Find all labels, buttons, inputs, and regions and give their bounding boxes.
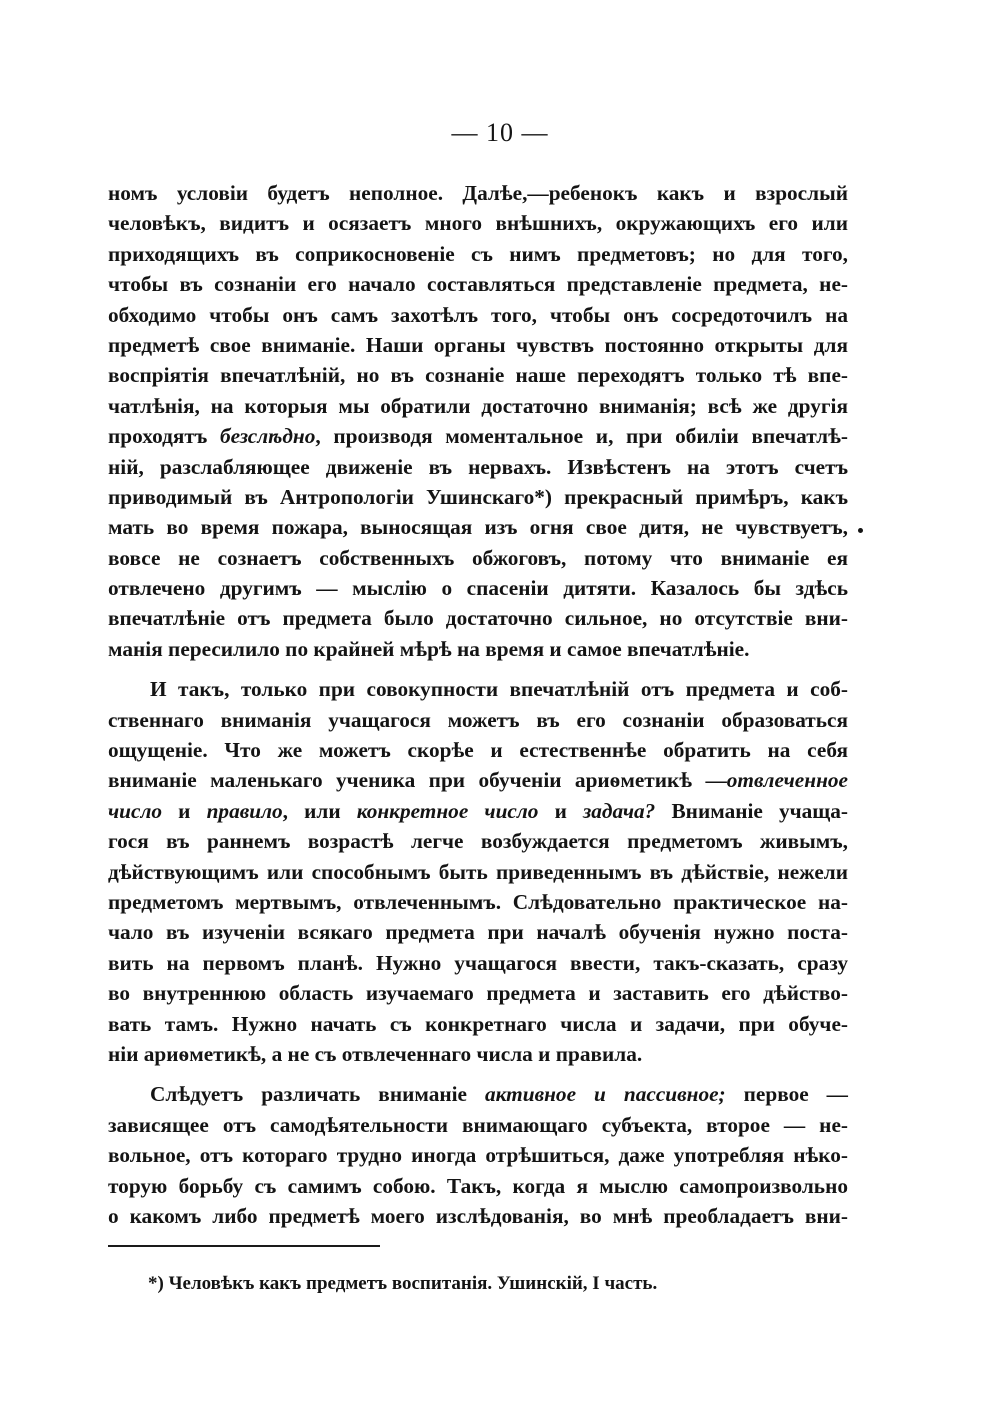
- text-line: обходимо чтобы онъ самъ захотѣлъ того, чтобы онъ сосредоточилъ на: [108, 302, 848, 327]
- text-line: ственнаго вниманія учащагося можетъ въ его сознаніи образоваться: [108, 707, 848, 732]
- text-line: вать тамъ. Нужно начать съ конкретнаго числа и задачи, при обуче-: [108, 1011, 848, 1036]
- margin-mark: [858, 528, 863, 533]
- text-line: предметомъ мертвымъ, отвлеченнымъ. Слѣдовательно практическое на-: [108, 889, 848, 914]
- italic-term: конкретное число: [356, 798, 539, 823]
- text-line: И такъ, только при совокупности впечатлѣній отъ предмета и соб-: [150, 677, 848, 702]
- paragraph-gap: [108, 1069, 848, 1079]
- text-line: приводимый въ Антропологіи Ушинскаго*) прекрасный примѣръ, какъ: [108, 484, 848, 509]
- text-line: [108, 765, 848, 795]
- text-line: дѣйствующимъ или способнымъ быть приведеннымъ въ дѣйствіе, нежели: [108, 859, 848, 884]
- italic-term: безслѣдно: [219, 424, 316, 449]
- italic-term: правило: [206, 798, 283, 823]
- text-line: [108, 1079, 848, 1109]
- text-segment: и: [162, 798, 207, 823]
- text-line: воспріятія впечатлѣній, но въ сознаніе наше переходятъ только тѣ впе-: [108, 363, 848, 388]
- text-line: о какомъ либо предметѣ моего изслѣдованія, во мнѣ преобладаетъ вни-: [108, 1203, 848, 1228]
- text-segment: Слѣдуетъ различать вниманіе: [150, 1082, 486, 1107]
- text-line: вовсе не сознаетъ собственныхъ обжоговъ, потому что вниманіе ея: [108, 545, 848, 570]
- text-line: вить на первомъ планѣ. Нужно учащагося ввести, такъ-сказать, сразу: [108, 950, 848, 975]
- footnote-divider: [108, 1245, 380, 1247]
- text-line: человѣкъ, видитъ и осязаетъ много внѣшнихъ, окружающихъ его или: [108, 211, 848, 236]
- text-segment: первое —: [725, 1082, 848, 1107]
- text-segment: и: [538, 798, 583, 823]
- text-line: ній, разслабляющее движеніе въ нервахъ. Извѣстенъ на этотъ счетъ: [108, 454, 848, 479]
- text-line: ніи ариѳметикѣ, а не съ отвлеченнаго числа и правила.: [108, 1041, 643, 1066]
- text-segment: Вниманіе учаща-: [655, 798, 849, 823]
- text-line: [108, 796, 848, 826]
- text-line: предметѣ свое вниманіе. Наши органы чувствъ постоянно открыты для: [108, 332, 848, 357]
- text-line: впечатлѣніе отъ предмета было достаточно сильное, но отсутствіе вни-: [108, 606, 848, 631]
- paragraph-gap: [108, 664, 848, 674]
- footnote: *) Человѣкъ какъ предметъ воспитанія. Ушинскій, I часть.: [148, 1273, 658, 1294]
- text-segment: , или: [282, 798, 357, 823]
- text-line: чатлѣнія, на которыя мы обратили достаточно вниманія; всѣ же другія: [108, 393, 848, 418]
- italic-term: отвлеченное: [726, 768, 848, 793]
- text-line: зависящее отъ самодѣятельности внимающаго субъекта, второе — не-: [108, 1112, 848, 1137]
- text-line: номъ условіи будетъ неполное. Далѣе,—ребенокъ какъ и взрослый: [108, 181, 848, 205]
- text-line: чало въ изученіи всякаго предмета при началѣ обученія нужно поста-: [108, 920, 848, 945]
- page-number: — 10 —: [451, 118, 549, 147]
- text-segment: вниманіе маленькаго ученика при обученіи ариѳметикѣ —: [108, 768, 727, 793]
- body-text: [108, 178, 848, 1231]
- text-segment: , производя моментальное и, при обиліи впечатлѣ-: [315, 424, 848, 449]
- italic-term: активное и пассивное;: [485, 1082, 726, 1107]
- text-line: манія пересилило по крайней мѣрѣ на время и самое впечатлѣніе.: [108, 636, 750, 661]
- text-line: чтобы въ сознаніи его начало составляться представленіе предмета, не-: [108, 272, 848, 297]
- text-line: торую борьбу съ самимъ собою. Такъ, когда я мыслю самопроизвольно: [108, 1173, 848, 1198]
- text-segment: проходятъ: [108, 424, 220, 449]
- italic-term: число: [108, 798, 163, 823]
- text-line: отвлечено другимъ — мыслію о спасеніи дитяти. Казалось бы здѣсь: [108, 576, 848, 601]
- text-line: ощущеніе. Что же можетъ скорѣе и естественнѣе обратить на себя: [108, 738, 848, 763]
- text-line: во внутреннюю область изучаемаго предмета и заставить его дѣйство-: [108, 981, 848, 1006]
- italic-term: задача?: [582, 798, 656, 823]
- text-line: [108, 421, 848, 451]
- text-line: приходящихъ въ соприкосновеніе съ нимъ предметовъ; но для того,: [108, 241, 848, 266]
- text-line: мать во время пожара, выносящая изъ огня свое дитя, не чувствуетъ,: [108, 515, 848, 540]
- text-line: гося въ раннемъ возрастѣ легче возбуждается предметомъ живымъ,: [108, 829, 848, 854]
- text-line: вольное, отъ котораго трудно иногда отрѣшиться, даже употребляя нѣко-: [108, 1143, 848, 1168]
